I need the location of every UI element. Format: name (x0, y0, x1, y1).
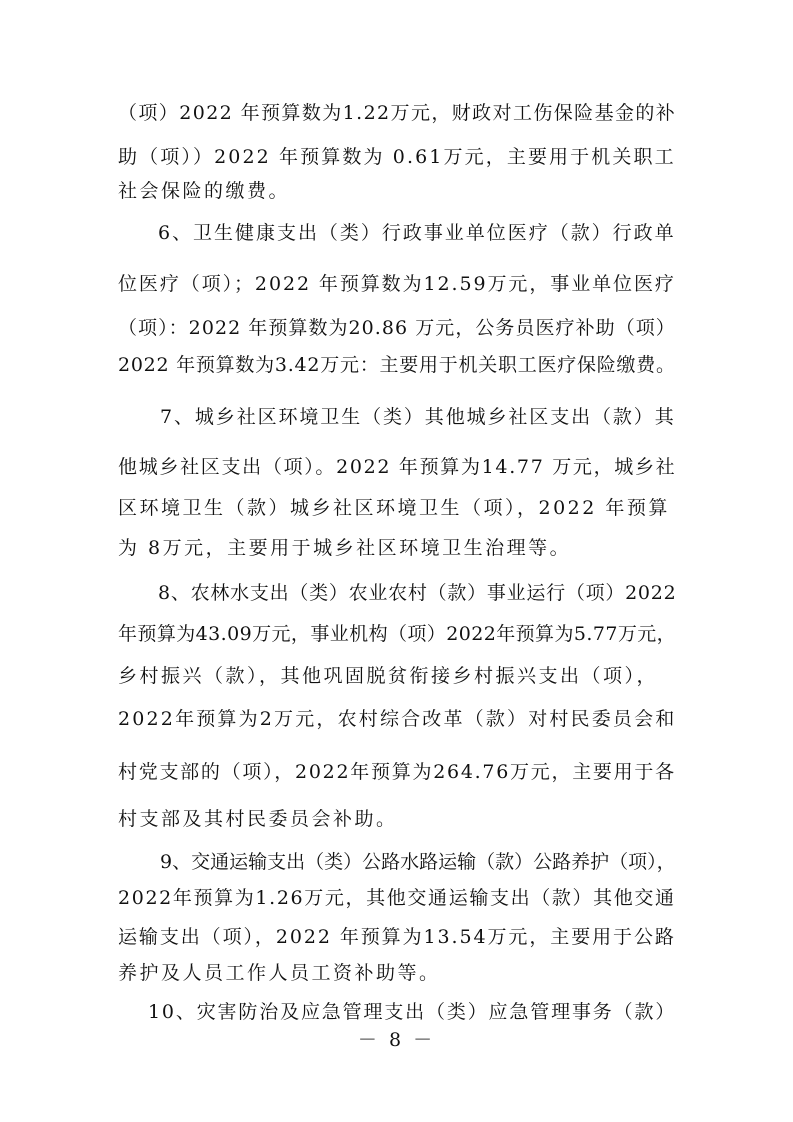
text-line: 社会保险的缴费。 (118, 180, 291, 202)
text-line: 2022年预算为1.26万元，其他交通运输支出（款）其他交通 (118, 887, 676, 909)
text-line: 运输支出（项），2022 年预算为13.54万元，主要用于公路 (118, 926, 676, 948)
text-line: 村党支部的（项），2022年预算为264.76万元，主要用于各 (118, 761, 676, 783)
text-line: 区环境卫生（款）城乡社区环境卫生（项），2022 年预算 (118, 497, 670, 519)
text-line: 助（项））2022 年预算数为 0.61万元，主要用于机关职工 (118, 146, 676, 168)
text-line: 养护及人员工作人员工资补助等。 (118, 962, 441, 984)
text-line: 他城乡社区支出（项）。2022 年预算为14.77 万元，城乡社 (118, 456, 677, 478)
text-line: 为 8万元，主要用于城乡社区环境卫生治理等。 (118, 537, 572, 559)
text-line: （项）：2022 年预算数为20.86 万元，公务员医疗补助（项） (118, 317, 676, 339)
text-line: 位医疗（项）；2022 年预算数为12.59万元，事业单位医疗 (118, 273, 676, 295)
text-line: 8、农林水支出（类）农业农村（款）事业运行（项）2022 (158, 582, 677, 604)
text-line: 村支部及其村民委员会补助。 (118, 808, 398, 830)
text-line: 年预算为43.09万元，事业机构（项）2022年预算为5.77万元， (118, 623, 677, 645)
text-line: 10、灾害防治及应急管理支出（类）应急管理事务（款） (148, 1001, 677, 1023)
text-line: （项）2022 年预算数为1.22万元，财政对工伤保险基金的补 (118, 102, 677, 124)
text-line: 2022 年预算数为3.42万元：主要用于机关职工医疗保险缴费。 (118, 354, 676, 376)
page-number: － 8 － (357, 1029, 436, 1051)
text-line: 7、城乡社区环境卫生（类）其他城乡社区支出（款）其 (160, 406, 676, 428)
text-line: 9、交通运输支出（类）公路水路运输（款）公路养护（项）， (160, 851, 676, 873)
text-line: 乡村振兴（款），其他巩固脱贫衔接乡村振兴支出（项）， (118, 665, 659, 687)
text-line: 2022年预算为2万元，农村综合改革（款）对村民委员会和 (118, 708, 677, 730)
text-line: 6、卫生健康支出（类）行政事业单位医疗（款）行政单 (158, 222, 676, 244)
